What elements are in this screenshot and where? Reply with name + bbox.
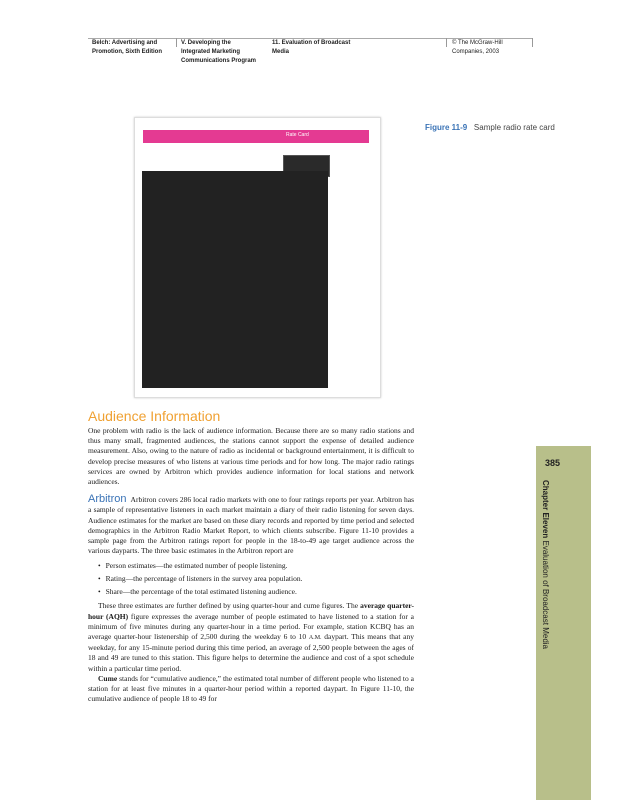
header-part: V. Developing the Integrated Marketing Communications Program — [181, 40, 257, 64]
figure-caption: Figure 11-9 Sample radio rate card — [425, 123, 555, 132]
rate-card-body — [142, 171, 328, 388]
list-item: • Share—the percentage of the total estimated listening audience. — [98, 585, 414, 598]
rate-card-banner: Rate Card — [143, 130, 369, 143]
header-divider — [176, 38, 177, 47]
header-divider — [446, 38, 447, 47]
bullet-list — [98, 559, 414, 598]
sidebar-chapter-title: Chapter Eleven Evaluation of Broadcast Media — [541, 480, 550, 649]
paragraph: One problem with radio is the lack of audience information. Because there are so many radio stations and thus many small, fragmented audiences, the stations cannot support the expense of detailed audience measurement. Also, owing to the nature of radio as incidental or background entertainment, it is difficult to develop precise measures of who listens at various time periods and for how long. The major radio ratings services are owned by Arbitron which provides audience information for local stations and network audiences. — [88, 426, 414, 487]
paragraph: These three estimates are further defined by using quarter-hour and cume figures. The average quarter-hour (AQH) figure expresses the average number of people estimated to have listened to a station for a minimum of five minutes during any quarter-hour in a time period. For example, station KCBQ has an average quarter-hour listenership of 2,500 during the weekday 6 to 10 A.M. daypart. This means that any weekday, for any 15-minute period during this time period, an average of 2,500 people between the ages of 18 and 49 are tuned to this station. This figure helps to determine the audience and cost of a spot schedule within a particular time period. — [88, 601, 414, 673]
header-divider — [532, 38, 533, 47]
header-chapter: 11. Evaluation of Broadcast Media — [272, 40, 351, 55]
header-book-title: Belch: Advertising and Promotion, Sixth Edition — [92, 40, 162, 55]
list-item: • Person estimates—the estimated number of people listening. — [98, 559, 414, 572]
paragraph: Arbitron Arbitron covers 286 local radio markets with one to four ratings reports per year. Arbitron has a sample of representative listeners in each market maintain a diary of their radio listening for seven days. Audience estimates for the market are based on these diary records and reported by time period and selected demographics in the Arbitron Radio Market Report, to which clients subscribe. Figure 11-10 provides a sample page from the Arbitron ratings report for people in the 18-to-49 age target audience across the various dayparts. The three basic estimates in the Arbitron report are — [88, 493, 414, 556]
subheading: Arbitron — [88, 493, 127, 506]
list-item: • Rating—the percentage of listeners in the survey area population. — [98, 572, 414, 585]
paragraph: Cume stands for “cumulative audience,” the estimated total number of different people who listened to a station for at least five minutes in a quarter-hour period within a reported daypart. In Figure 11-10, the cumulative audience of people 18 to 49 for — [88, 673, 414, 704]
section-heading: Audience Information — [88, 408, 221, 424]
body-text — [88, 426, 414, 704]
header-copyright: © The McGraw-Hill Companies, 2003 — [452, 40, 503, 55]
page-number: 385 — [545, 458, 561, 468]
